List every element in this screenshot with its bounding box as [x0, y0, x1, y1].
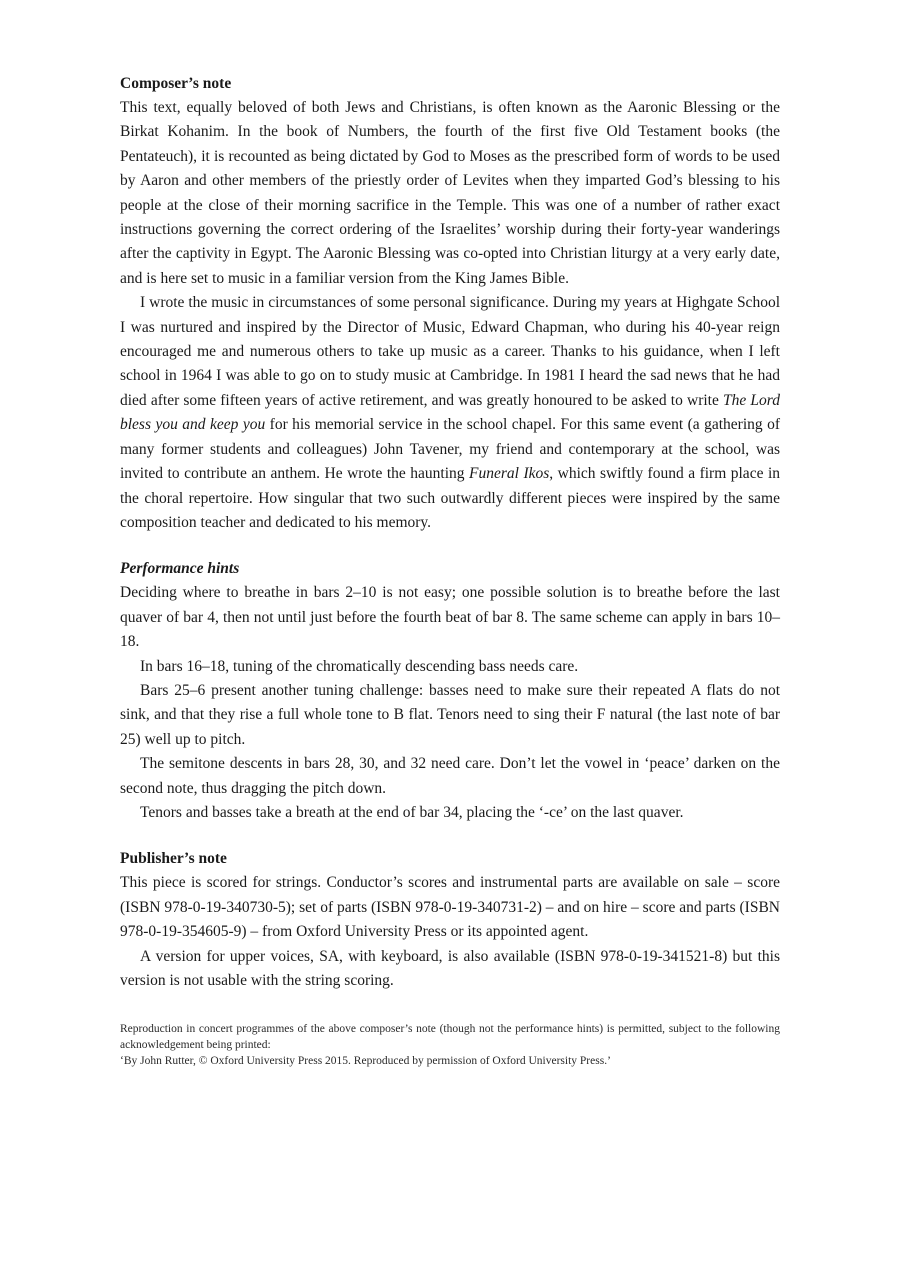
composers-note-p2-text-a: I wrote the music in circumstances of some personal significance. During my years at Highgate School I was nurtured and inspired by the Director of Music, Edward Chapman, who during his 40-year reign encouraged me and numerous others to take up music as a career. Thanks to his guidance, when I left school in 1964 I was able to go on to study music at Cambridge. In 1981 I heard the sad news that he had died after some fifteen years of active retirement, and was greatly honoured to be asked to write	[120, 294, 780, 409]
performance-hints-section	[120, 557, 780, 825]
composers-note-section	[120, 72, 780, 535]
work-title-lord-bless: The Lord bless you and keep you	[120, 391, 780, 434]
publishers-note-section	[120, 847, 780, 993]
footnote-permission-text: Reproduction in concert programmes of the above composer’s note (though not the performance hints) is permitted, subject to the following acknowledgement being printed:	[120, 1023, 780, 1052]
composers-note-paragraph-2	[120, 291, 780, 535]
composers-note-paragraph-1: This text, equally beloved of both Jews and Christians, is often known as the Aaronic Blessing or the Birkat Kohanim. In the book of Numbers, the fourth of the first five Old Testament books (the Pentateuch), it is recounted as being dictated by God to Moses as the prescribed form of words to be used by Aaron and other members of the priestly order of Levites when they imparted God’s blessing to his people at the close of their morning sacrifice in the Temple. This was one of a number of rather exact instructions governing the correct ordering of the Israelites’ worship during their forty-year wanderings after the captivity in Egypt. The Aaronic Blessing was co-opted into Christian liturgy at a very early date, and is here set to music in a familiar version from the King James Bible.	[120, 99, 780, 287]
composers-note-heading: Composer’s note	[120, 75, 232, 92]
performance-hints-paragraph-1: Deciding where to breathe in bars 2–10 is not easy; one possible solution is to breathe before the last quaver of bar 4, then not until just before the fourth beat of bar 8. The same scheme can apply in bars 10–18.	[120, 584, 780, 651]
publishers-note-paragraph-1: This piece is scored for strings. Conductor’s scores and instrumental parts are available on sale – score (ISBN 978-0-19-340730-5); set of parts (ISBN 978-0-19-340731-2) – and on hire – score and parts (ISBN 978-0-19-354605-9) – from Oxford University Press or its appointed agent.	[120, 874, 780, 941]
performance-hints-paragraph-5: Tenors and basses take a breath at the end of bar 34, placing the ‘-ce’ on the last quaver.	[140, 803, 684, 821]
publishers-note-paragraph-2: A version for upper voices, SA, with keyboard, is also available (ISBN 978-0-19-341521-8) but this version is not usable with the string scoring.	[120, 947, 780, 989]
work-title-funeral-ikos: Funeral Ikos	[469, 465, 550, 483]
document-page	[120, 72, 780, 1069]
performance-hints-paragraph-3: Bars 25–6 present another tuning challenge: basses need to make sure their repeated A flats do not sink, and that they rise a full whole tone to B flat. Tenors need to sing their F natural (the last note of bar 25) well up to pitch.	[120, 681, 780, 748]
composers-note-p2-text-b: for his memorial service in the school chapel. For this same event (a gathering of many former students and colleagues) John Tavener, my friend and contemporary at the school, was invited to contribute an anthem. He wrote the haunting	[120, 416, 780, 483]
composers-note-p2-text-c: , which swiftly found a firm place in the choral repertoire. How singular that two such outwardly different pieces were inspired by the same composition teacher and dedicated to his memory.	[120, 465, 780, 531]
publishers-note-heading: Publisher’s note	[120, 850, 227, 868]
footnote-acknowledgement-text: ‘By John Rutter, © Oxford University Press 2015. Reproduced by permission of Oxford University Press.’	[120, 1055, 611, 1068]
performance-hints-paragraph-2: In bars 16–18, tuning of the chromatically descending bass needs care.	[140, 657, 579, 675]
performance-hints-heading: Performance hints	[120, 560, 240, 578]
reproduction-footnote	[120, 1021, 780, 1069]
performance-hints-paragraph-4: The semitone descents in bars 28, 30, and 32 need care. Don’t let the vowel in ‘peace’ darken on the second note, thus dragging the pitch down.	[120, 755, 780, 797]
